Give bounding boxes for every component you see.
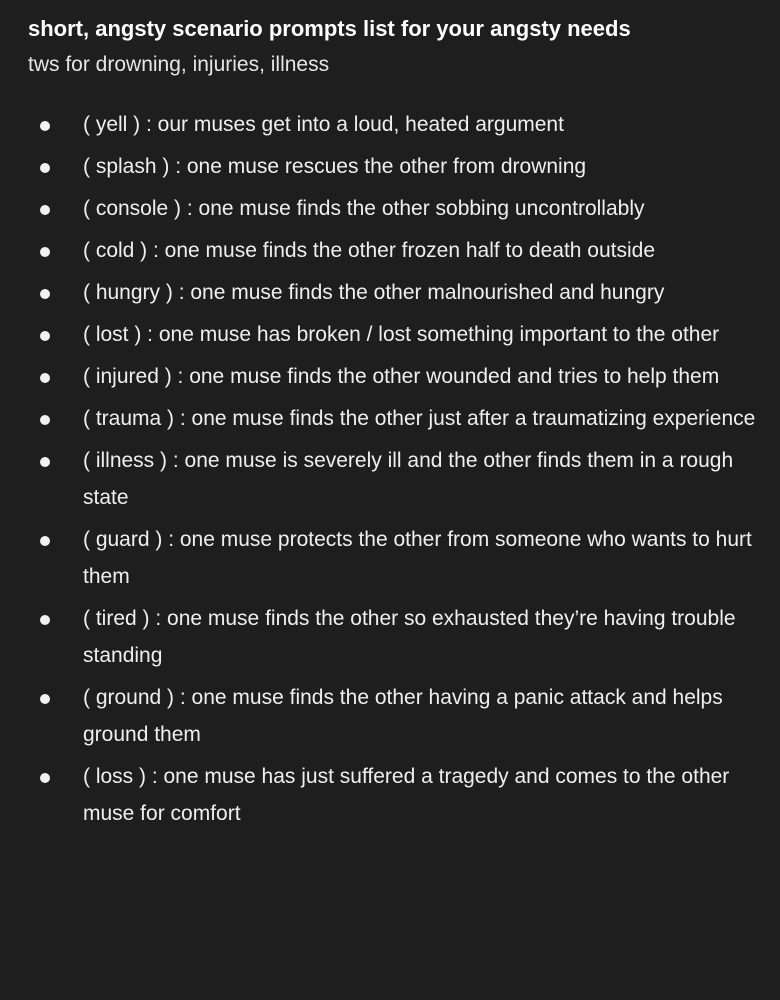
list-item [0, 274, 780, 311]
prompt-text: ( tired ) : one muse finds the other so exhausted they’re having trouble standing [83, 607, 736, 667]
bullet-icon [40, 694, 50, 704]
list-item [0, 232, 780, 269]
prompt-text: ( guard ) : one muse protects the other from someone who wants to hurt them [83, 528, 752, 588]
prompt-text: ( console ) : one muse finds the other sobbing uncontrollably [83, 197, 645, 220]
list-item [0, 358, 780, 395]
prompt-text: ( ground ) : one muse finds the other having a panic attack and helps ground them [83, 686, 723, 746]
bullet-icon [40, 205, 50, 215]
prompt-list [0, 106, 780, 837]
bullet-icon [40, 247, 50, 257]
bullet-icon [40, 289, 50, 299]
post-title: short, angsty scenario prompts list for your angsty needs [28, 16, 631, 41]
prompt-text: ( loss ) : one muse has just suffered a tragedy and comes to the other muse for comfort [83, 765, 730, 825]
list-item [0, 758, 780, 832]
list-item [0, 521, 780, 595]
bullet-icon [40, 415, 50, 425]
prompt-text: ( cold ) : one muse finds the other frozen half to death outside [83, 239, 656, 262]
prompt-text: ( lost ) : one muse has broken / lost something important to the other [83, 323, 720, 346]
list-item [0, 442, 780, 516]
list-item [0, 679, 780, 753]
prompt-text: ( injured ) : one muse finds the other wounded and tries to help them [83, 365, 720, 388]
bullet-icon [40, 331, 50, 341]
bullet-icon [40, 773, 50, 783]
list-item [0, 148, 780, 185]
prompt-text: ( yell ) : our muses get into a loud, heated argument [83, 113, 564, 136]
prompt-text: ( splash ) : one muse rescues the other from drowning [83, 155, 587, 178]
prompt-text: ( hungry ) : one muse finds the other malnourished and hungry [83, 281, 665, 304]
prompt-text: ( illness ) : one muse is severely ill and the other finds them in a rough state [83, 449, 734, 509]
prompt-text: ( trauma ) : one muse finds the other just after a traumatizing experience [83, 407, 756, 430]
list-item [0, 400, 780, 437]
list-item [0, 190, 780, 227]
bullet-icon [40, 536, 50, 546]
bullet-icon [40, 373, 50, 383]
post-subtitle: tws for drowning, injuries, illness [28, 53, 330, 76]
list-item [0, 106, 780, 143]
bullet-icon [40, 121, 50, 131]
list-item [0, 316, 780, 353]
bullet-icon [40, 457, 50, 467]
bullet-icon [40, 163, 50, 173]
list-item [0, 600, 780, 674]
bullet-icon [40, 615, 50, 625]
